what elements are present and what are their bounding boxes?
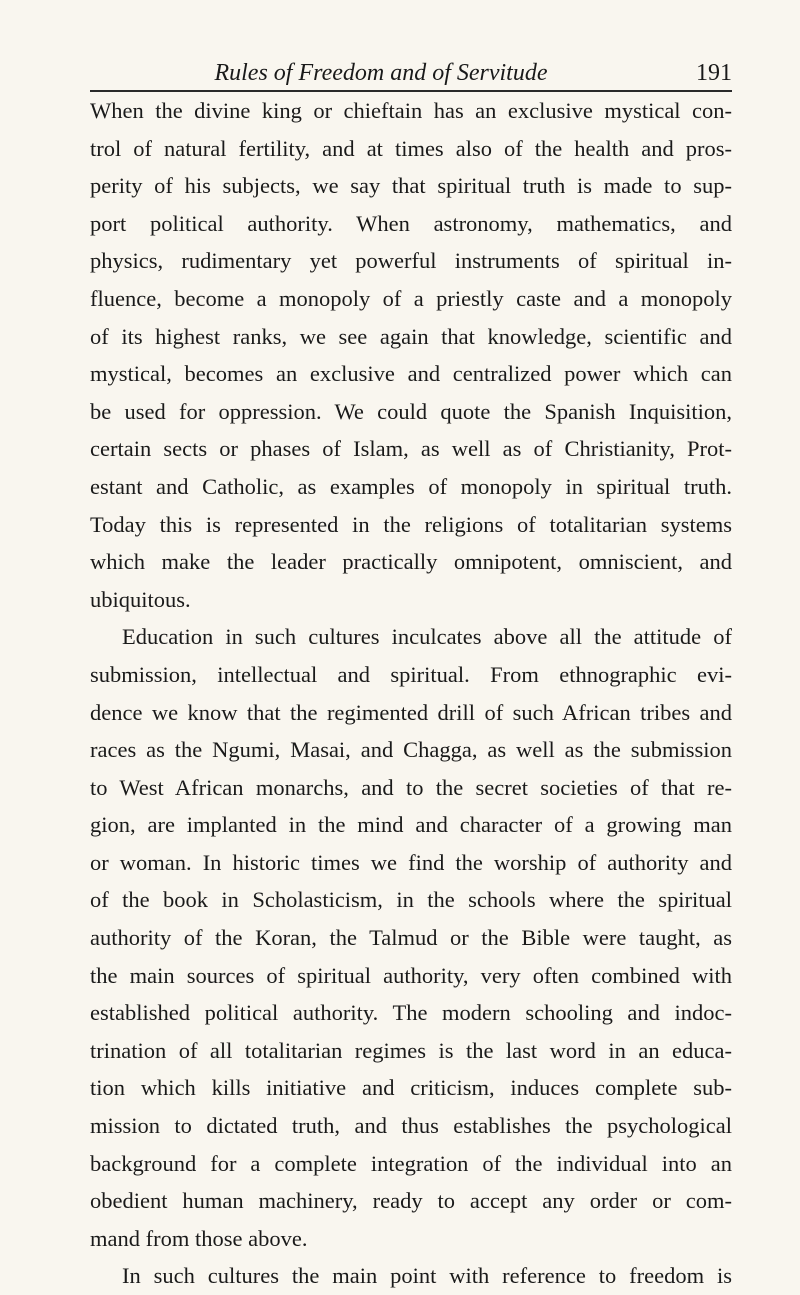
- text-line: or woman. In historic times we find the worship of authority and: [90, 849, 732, 875]
- text-line: trol of natural fertility, and at times also of the health and pros-: [90, 135, 732, 161]
- running-title: Rules of Freedom and of Servitude: [214, 60, 548, 86]
- text-line: of the book in Scholasticism, in the schools where the spiritual: [90, 887, 732, 913]
- text-line: mystical, becomes an exclusive and centralized power which can: [90, 361, 732, 387]
- text-line: authority of the Koran, the Talmud or the Bible were taught, as: [90, 925, 732, 951]
- text-line: physics, rudimentary yet powerful instruments of spiritual in-: [90, 248, 732, 274]
- text-line: gion, are implanted in the mind and character of a growing man: [90, 812, 732, 838]
- text-line: background for a complete integration of the individual into an: [90, 1150, 732, 1176]
- text-line: Today this is represented in the religions of totalitarian systems: [90, 511, 732, 537]
- text-line: races as the Ngumi, Masai, and Chagga, as well as the submission: [90, 737, 732, 763]
- text-line: dence we know that the regimented drill of such African tribes and: [90, 699, 732, 725]
- paragraph-end-line: ubiquitous.: [90, 586, 191, 612]
- text-line: which make the leader practically omnipotent, omniscient, and: [90, 549, 732, 575]
- text-line: certain sects or phases of Islam, as well as of Christianity, Prot-: [90, 436, 732, 462]
- body-text: [90, 92, 732, 1295]
- paragraph-start-line: Education in such cultures inculcates above all the attitude of: [122, 624, 732, 650]
- paragraph-start-line: In such cultures the main point with reference to freedom is: [122, 1263, 732, 1289]
- text-line: be used for oppression. We could quote the Spanish Inquisition,: [90, 398, 732, 424]
- text-line: trination of all totalitarian regimes is the last word in an educa-: [90, 1037, 732, 1063]
- text-line: mission to dictated truth, and thus establishes the psychological: [90, 1113, 732, 1139]
- paragraph-end-line: mand from those above.: [90, 1225, 308, 1251]
- text-line: estant and Catholic, as examples of monopoly in spiritual truth.: [90, 473, 732, 499]
- text-line: port political authority. When astronomy, mathematics, and: [90, 210, 732, 236]
- text-line: the main sources of spiritual authority, very often combined with: [90, 962, 732, 988]
- text-line: perity of his subjects, we say that spiritual truth is made to sup-: [90, 173, 732, 199]
- text-line: When the divine king or chieftain has an exclusive mystical con-: [90, 98, 732, 123]
- text-line: established political authority. The modern schooling and indoc-: [90, 1000, 732, 1026]
- running-header: [90, 56, 732, 92]
- text-line: fluence, become a monopoly of a priestly caste and a monopoly: [90, 285, 732, 311]
- text-line: tion which kills initiative and criticism, induces complete sub-: [90, 1075, 732, 1101]
- text-line: of its highest ranks, we see again that knowledge, scientific and: [90, 323, 732, 349]
- text-line: submission, intellectual and spiritual. From ethnographic evi-: [90, 661, 732, 687]
- text-line: obedient human machinery, ready to accept any order or com-: [90, 1188, 732, 1214]
- text-line: to West African monarchs, and to the secret societies of that re-: [90, 774, 732, 800]
- page-number: 191: [696, 60, 732, 86]
